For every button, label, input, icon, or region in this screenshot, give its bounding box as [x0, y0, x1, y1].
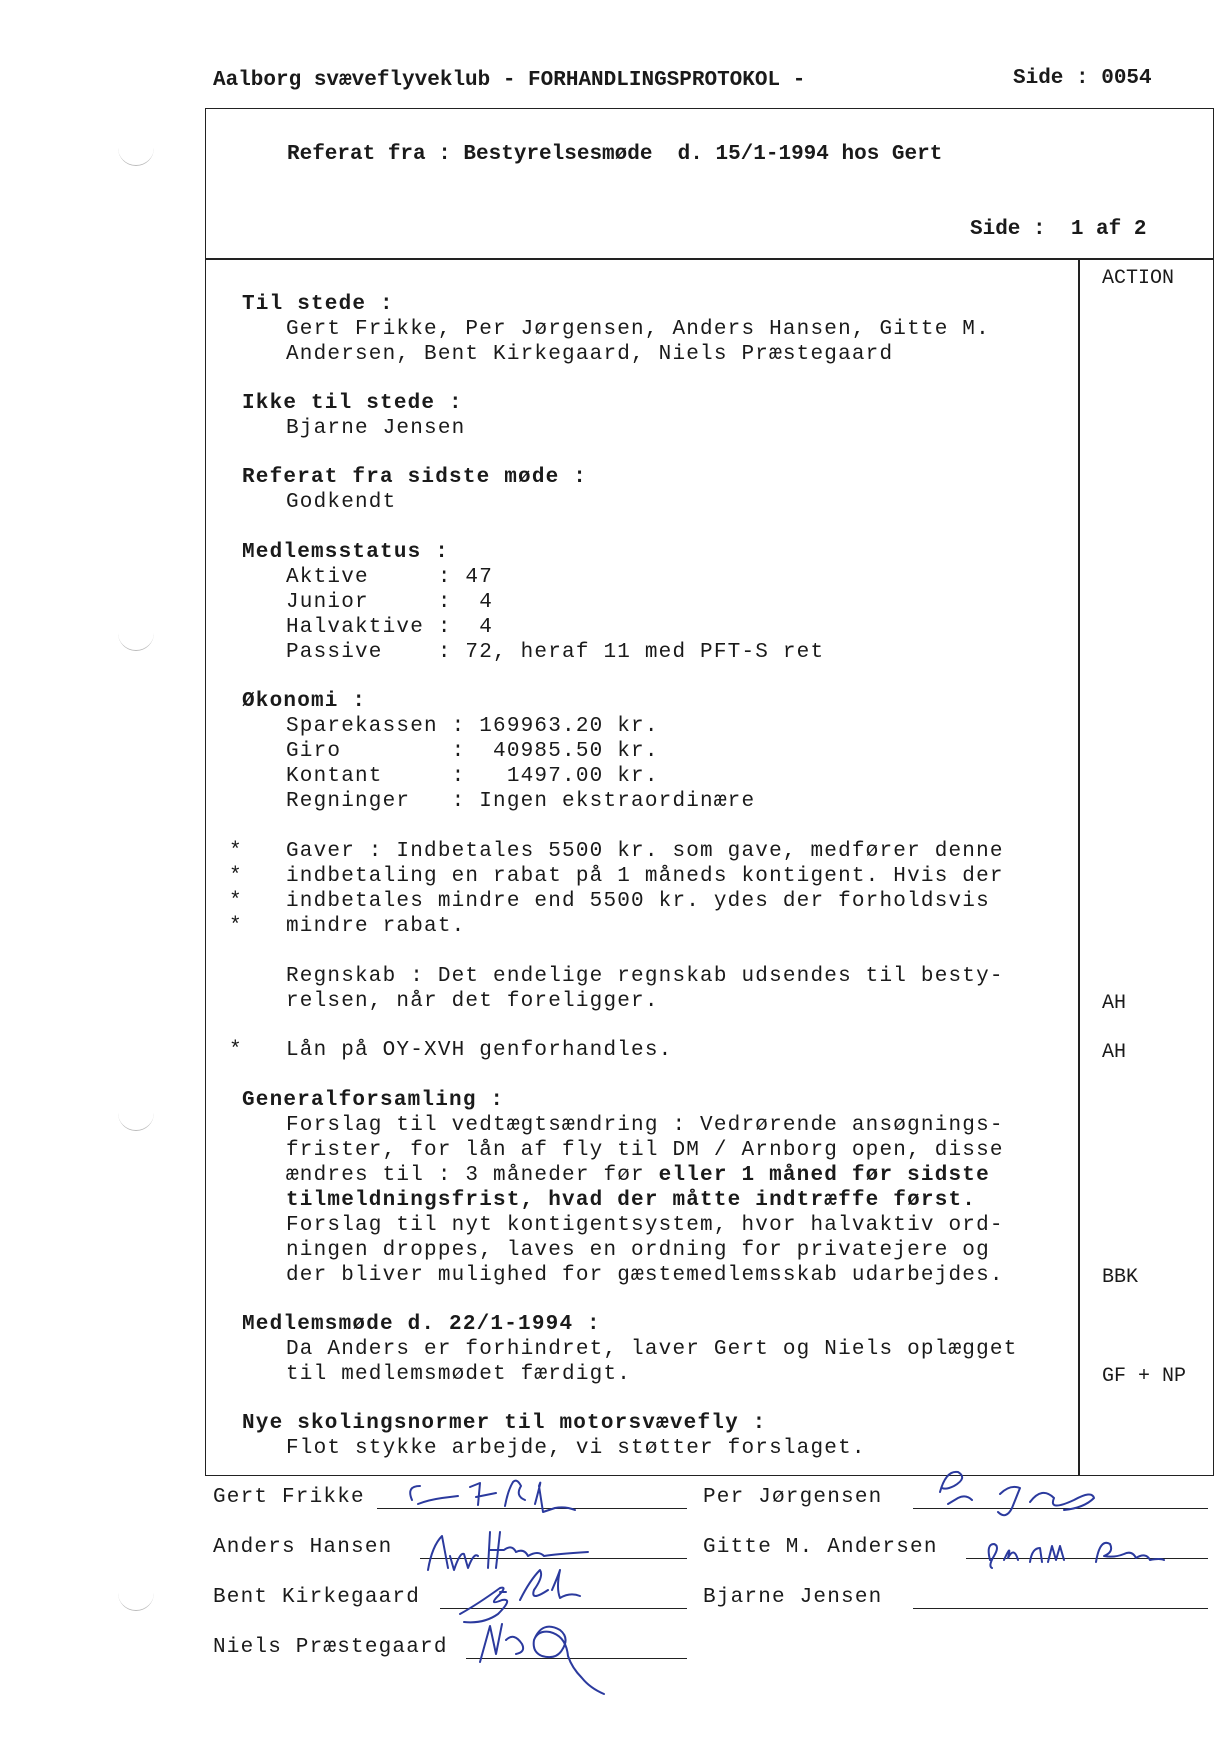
- signature-line: [913, 1508, 1208, 1509]
- signature-line: [440, 1608, 687, 1609]
- text-line: Gaver : Indbetales 5500 kr. som gave, medfører denne: [286, 840, 1004, 863]
- action-column-divider: [1078, 259, 1080, 1475]
- section-heading: Økonomi :: [242, 690, 367, 713]
- text-line: indbetaling en rabat på 1 måneds kontigent. Hvis der: [286, 865, 1004, 888]
- text-line: Passive : 72, heraf 11 med PFT-S ret: [286, 641, 825, 664]
- bullet-marker: *: [229, 890, 243, 913]
- text-line: Andersen, Bent Kirkegaard, Niels Præstegaard: [286, 343, 894, 366]
- bullet-marker: *: [229, 840, 243, 863]
- section-heading: Medlemsmøde d. 22/1-1994 :: [242, 1313, 601, 1336]
- text-line: Kontant : 1497.00 kr.: [286, 765, 659, 788]
- page-header-title: Aalborg svæveflyveklub - FORHANDLINGSPROTOKOL -: [213, 69, 806, 92]
- text-line: [286, 1164, 990, 1187]
- text-line: Sparekassen : 169963.20 kr.: [286, 715, 659, 738]
- signature-line: [913, 1608, 1208, 1609]
- section-heading: Ikke til stede :: [242, 392, 463, 415]
- section-heading: Medlemsstatus :: [242, 541, 450, 564]
- bullet-marker: *: [229, 865, 243, 888]
- text-line: Aktive : 47: [286, 566, 494, 589]
- signature-anders-hansen: [428, 1532, 588, 1570]
- signature-label: Anders Hansen: [213, 1536, 393, 1559]
- signature-label: Gert Frikke: [213, 1486, 365, 1509]
- section-heading: Nye skolingsnormer til motorsvævefly :: [242, 1412, 767, 1435]
- signature-line: [420, 1558, 687, 1559]
- action-column-header: ACTION: [1102, 267, 1175, 290]
- section-heading: Referat fra sidste møde :: [242, 466, 588, 489]
- section-heading: Til stede :: [242, 293, 394, 316]
- text-line: Giro : 40985.50 kr.: [286, 740, 659, 763]
- text-segment-bold: eller 1 måned før sidste: [658, 1164, 990, 1187]
- referat-title: Referat fra : Bestyrelsesmøde d. 15/1-1994 hos Gert: [287, 143, 943, 166]
- bullet-marker: *: [229, 1039, 243, 1062]
- text-line: indbetales mindre end 5500 kr. ydes der forholdsvis: [286, 890, 990, 913]
- text-line: Forslag til nyt kontigentsystem, hvor halvaktiv ord-: [286, 1214, 1004, 1237]
- action-item: AH: [1102, 992, 1127, 1015]
- text-line-bold: tilmeldningsfrist, hvad der måtte indtræffe først.: [286, 1189, 977, 1212]
- text-line: ningen droppes, laves en ordning for privatejere og: [286, 1239, 990, 1262]
- action-item: GF + NP: [1102, 1365, 1187, 1388]
- text-line: der bliver mulighed for gæstemedlemsskab udarbejdes.: [286, 1264, 1004, 1287]
- text-line: Regnskab : Det endelige regnskab udsendes til besty-: [286, 965, 1004, 988]
- binder-hole: [118, 1590, 154, 1611]
- text-line: Da Anders er forhindret, laver Gert og Niels oplægget: [286, 1338, 1018, 1361]
- text-line: relsen, når det foreligger.: [286, 990, 659, 1013]
- bullet-marker: *: [229, 915, 243, 938]
- text-line: Halvaktive : 4: [286, 616, 494, 639]
- signature-line: [966, 1558, 1208, 1559]
- text-line: Gert Frikke, Per Jørgensen, Anders Hansen, Gitte M.: [286, 318, 990, 341]
- signature-label: Gitte M. Andersen: [703, 1536, 938, 1559]
- text-line: Flot stykke arbejde, vi støtter forslaget.: [286, 1437, 866, 1460]
- text-line: Bjarne Jensen: [286, 417, 466, 440]
- side-indicator: Side : 1 af 2: [970, 218, 1147, 241]
- signature-bent-kirkegaard: [460, 1570, 580, 1622]
- text-segment: ændres til : 3 måneder før: [286, 1164, 659, 1187]
- signature-label: Bjarne Jensen: [703, 1586, 883, 1609]
- signature-niels-praestegaard: [480, 1624, 604, 1694]
- signature-gitte-andersen: [989, 1543, 1164, 1568]
- section-heading: Generalforsamling :: [242, 1089, 505, 1112]
- binder-hole: [118, 1110, 154, 1131]
- text-line: Regninger : Ingen ekstraordinære: [286, 790, 756, 813]
- signature-line: [377, 1508, 687, 1509]
- action-item: AH: [1102, 1041, 1127, 1064]
- text-line: mindre rabat.: [286, 915, 466, 938]
- action-item: BBK: [1102, 1266, 1139, 1289]
- text-line: Forslag til vedtægtsændring : Vedrørende ansøgnings-: [286, 1114, 1004, 1137]
- signature-label: Per Jørgensen: [703, 1486, 883, 1509]
- binder-hole: [118, 630, 154, 651]
- text-line: Junior : 4: [286, 591, 494, 614]
- signature-line: [466, 1658, 687, 1659]
- text-line: frister, for lån af fly til DM / Arnborg open, disse: [286, 1139, 1004, 1162]
- binder-hole: [118, 145, 154, 166]
- page-header-number: Side : 0054: [1013, 67, 1152, 90]
- text-line: Lån på OY-XVH genforhandles.: [286, 1039, 673, 1062]
- text-line: til medlemsmødet færdigt.: [286, 1363, 632, 1386]
- signature-label: Bent Kirkegaard: [213, 1586, 421, 1609]
- signature-label: Niels Præstegaard: [213, 1636, 448, 1659]
- text-line: Godkendt: [286, 491, 397, 514]
